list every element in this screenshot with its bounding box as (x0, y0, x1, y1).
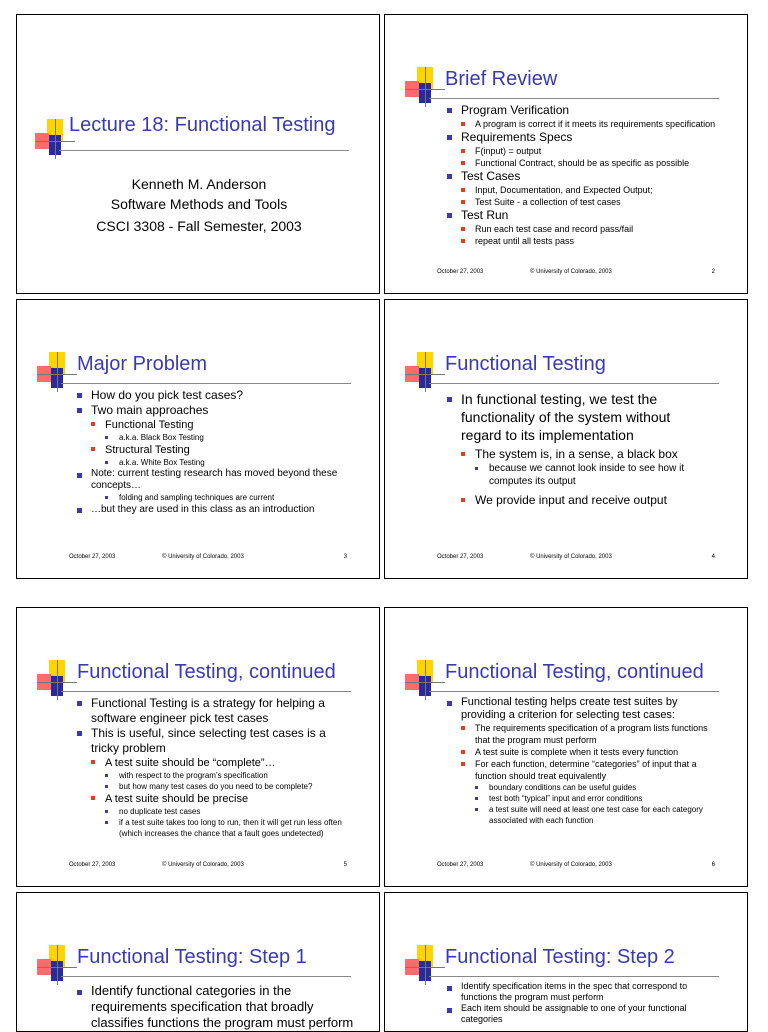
course-name: Software Methods and Tools (110, 196, 288, 212)
page-number: 3 (343, 554, 347, 560)
slide-8 (384, 892, 748, 1032)
bullet-item: F(input) = output (459, 145, 729, 157)
bullet-item: We provide input and receive output (459, 492, 707, 508)
bullet-item: Input, Documentation, and Expected Output; (459, 184, 729, 196)
bullet-item: In functional testing, we test the functionality of the system without regard to its implementation (445, 390, 707, 444)
title-rule (429, 691, 719, 692)
title-rule (429, 98, 719, 99)
bullet-item: Identify specification items in the spec that correspond to functions the program must perform (445, 981, 717, 1003)
footer-date: October 27, 2003 (69, 862, 116, 868)
page-number: 4 (711, 554, 715, 560)
bullet-item: because we cannot look inside to see how it computes its output (473, 462, 707, 488)
bullet-item: The system is, in a sense, a black box (459, 446, 707, 462)
bullet-list (445, 390, 707, 508)
bullet-list (445, 981, 717, 1025)
slide-3 (16, 299, 380, 579)
page-number: 6 (711, 862, 715, 868)
page-number: 5 (343, 862, 347, 868)
slide-6 (384, 607, 748, 887)
bullet-item: A test suite should be “complete”… (89, 756, 355, 770)
slide-title: Functional Testing, continued (77, 661, 336, 683)
bullet-item: with respect to the program’s specification (103, 770, 355, 781)
bullet-item: Test Suite - a collection of test cases (459, 196, 729, 208)
bullet-list (75, 696, 355, 839)
slide-title: Lecture 18: Functional Testing (69, 114, 336, 136)
slide-title: Major Problem (77, 353, 208, 375)
bullet-item: The requirements specification of a program lists functions that the program must perform (459, 722, 723, 746)
bullet-item: How do you pick test cases? (75, 388, 361, 403)
bullet-item: a.k.a. White Box Testing (103, 457, 361, 468)
bullet-item: A test suite is complete when it tests every function (459, 746, 723, 758)
footer-date: October 27, 2003 (437, 269, 484, 275)
bullet-item: but how many test cases do you need to be complete? (103, 781, 355, 792)
footer-copyright: © University of Colorado, 2003 (162, 862, 244, 868)
bullet-item: Identify functional categories in the requirements specification that broadly classifies functions the program must perform (75, 983, 355, 1031)
slide-4 (384, 299, 748, 579)
footer-copyright: © University of Colorado, 2003 (162, 554, 244, 560)
bullet-item: Note: current testing research has moved beyond these concepts… (75, 468, 361, 492)
bullet-item: boundary conditions can be useful guides (473, 782, 723, 793)
slide-title: Functional Testing: Step 2 (445, 946, 675, 968)
bullet-item: a.k.a. Black Box Testing (103, 432, 361, 443)
title-rule (429, 976, 719, 977)
bullet-list (445, 103, 729, 247)
bullet-item: Run each test case and record pass/fail (459, 223, 729, 235)
bullet-item: folding and sampling techniques are current (103, 492, 361, 503)
slide-logo-icon (405, 352, 445, 392)
slide-logo-icon (37, 352, 77, 392)
title-rule (61, 383, 351, 384)
slide-title: Functional Testing: Step 1 (77, 946, 307, 968)
bullet-item: Program Verification (445, 103, 729, 118)
bullet-item: Two main approaches (75, 403, 361, 418)
slide-logo-icon (405, 67, 445, 107)
slide-title: Functional Testing, continued (445, 661, 704, 683)
slide-7 (16, 892, 380, 1032)
bullet-item: A program is correct if it meets its requirements specification (459, 118, 729, 130)
slide-logo-icon (37, 945, 77, 985)
slide-5 (16, 607, 380, 887)
bullet-item: Functional Testing (89, 418, 361, 432)
bullet-item: repeat until all tests pass (459, 235, 729, 247)
bullet-item: if a test suite takes too long to run, then it will get run less often (which increases the chance that a fault goes undetected) (103, 817, 355, 839)
bullet-item: no duplicate test cases (103, 806, 355, 817)
bullet-item: …but they are used in this class as an introduction (75, 503, 361, 517)
title-rule (59, 150, 349, 151)
footer-copyright: © University of Colorado, 2003 (530, 554, 612, 560)
bullet-item: This is useful, since selecting test cases is a tricky problem (75, 726, 355, 756)
page-number: 2 (711, 269, 715, 275)
title-rule (61, 976, 351, 977)
bullet-item: Each item should be assignable to one of your functional categories (445, 1003, 717, 1025)
bullet-item: Functional testing helps create test suites by providing a criterion for selecting test cases: (445, 696, 723, 722)
bullet-item: test both “typical” input and error conditions (473, 793, 723, 804)
bullet-item: a test suite will need at least one test case for each category associated with each function (473, 804, 723, 826)
footer-date: October 27, 2003 (437, 862, 484, 868)
footer-copyright: © University of Colorado, 2003 (530, 862, 612, 868)
footer-copyright: © University of Colorado, 2003 (530, 269, 612, 275)
bullet-item: A test suite should be precise (89, 792, 355, 806)
footer-date: October 27, 2003 (437, 554, 484, 560)
course-term: CSCI 3308 - Fall Semester, 2003 (96, 218, 302, 234)
footer-date: October 27, 2003 (69, 554, 116, 560)
bullet-list (445, 696, 723, 826)
slide-title: Brief Review (445, 68, 558, 90)
slide-logo-icon (405, 660, 445, 700)
bullet-item: Requirements Specs (445, 130, 729, 145)
bullet-item: Functional Contract, should be as specific as possible (459, 157, 729, 169)
title-rule (61, 691, 351, 692)
author-name: Kenneth M. Anderson (131, 176, 267, 192)
slide-2 (384, 14, 748, 294)
slide-logo-icon (37, 660, 77, 700)
slide-1 (16, 14, 380, 294)
bullet-item: Structural Testing (89, 443, 361, 457)
bullet-item: Functional Testing is a strategy for helping a software engineer pick test cases (75, 696, 355, 726)
slide-logo-icon (405, 945, 445, 985)
bullet-item: For each function, determine “categories” of input that a function should treat equivalently (459, 758, 723, 782)
title-rule (429, 383, 719, 384)
bullet-list (75, 388, 361, 517)
bullet-item: Test Cases (445, 169, 729, 184)
slide-title: Functional Testing (445, 353, 606, 375)
bullet-item: Test Run (445, 208, 729, 223)
